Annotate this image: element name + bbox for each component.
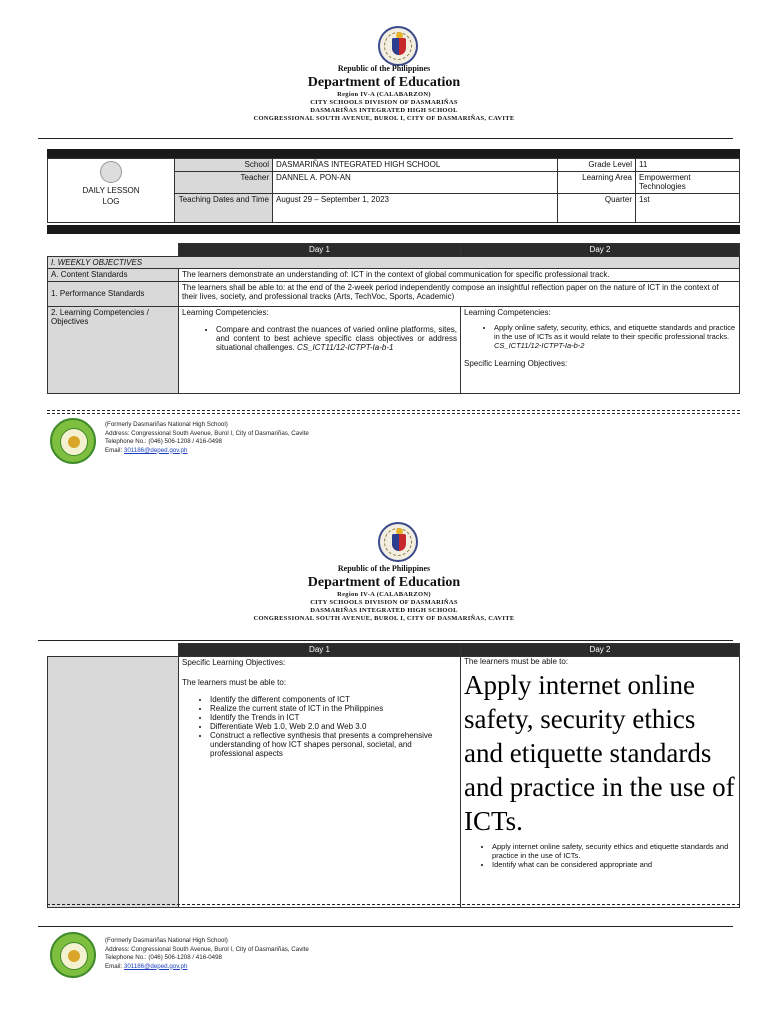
school-text-page2: DASMARIÑAS INTEGRATED HIGH SCHOOL	[310, 607, 458, 614]
lesson-table-page1	[47, 243, 740, 394]
grade-value: 11	[636, 159, 740, 172]
footer-phone-page2: Telephone No.: (046) 506-1208 / 416-0498	[105, 954, 222, 961]
performance-standards-text: The learners shall be able to: at the end of the 2-week period independently compose an insightful reflection paper on the nature of ICT in the context of their lives, society, and professional tracks (Arts, TechVoc, Sports, Academic)	[179, 281, 740, 306]
page2-header	[0, 564, 768, 623]
grade-label: Grade Level	[558, 159, 636, 172]
school-label: School	[175, 159, 273, 172]
school-logo-icon-page2	[50, 932, 96, 978]
footer-email-label-page2: Email:	[105, 962, 124, 970]
day2-item: • Apply internet online safety, security ethics and etiquette standards and practice in the use of ICTs.	[492, 842, 736, 860]
area-label: Learning Area	[558, 171, 636, 193]
footer-formerly: (Formerly Dasmariñas National High School)	[105, 421, 228, 428]
republic-text: Republic of the Philippines	[337, 64, 431, 73]
footer-formerly-page2: (Formerly Dasmariñas National High School)	[105, 937, 228, 944]
footer-page2	[105, 937, 309, 971]
area-value: Empowerment Technologies	[636, 171, 740, 193]
slo-day1	[179, 656, 461, 907]
dates-label: Teaching Dates and Time	[175, 193, 273, 222]
info-table	[47, 158, 740, 223]
footer-email-label: Email:	[105, 446, 124, 454]
footer-divider-page2	[38, 926, 733, 927]
page1-cut-line-2	[47, 413, 740, 414]
school-text: DASMARIÑAS INTEGRATED HIGH SCHOOL	[310, 107, 458, 114]
footer-email-link-page2[interactable]: 301186@deped.gov.ph	[123, 962, 188, 970]
competency-day2-item: • Apply online safety, security, ethics, and etiquette standards and practice in the use of ICTs as it would relate to their specific professional tracks. CS_ICT11/12-ICTPT-Ia-b-2	[494, 323, 736, 350]
footer-address-page2: Address: Congressional South Avenue, Burol I, City of Dasmariñas, Cavite	[105, 945, 309, 953]
day1-header: Day 1	[179, 244, 461, 257]
footer-page1	[105, 421, 309, 455]
deped-seal	[378, 26, 418, 66]
header-divider-page2	[38, 640, 733, 641]
page-header	[0, 64, 768, 123]
republic-text-page2: Republic of the Philippines	[337, 564, 431, 573]
content-standards-text: The learners demonstrate an understanding of: ICT in the context of global communication for specific professional track.	[179, 269, 740, 282]
teacher-label: Teacher	[175, 171, 273, 193]
competency-day1-item: • Compare and contrast the nuances of varied online platforms, sites, and content to best achieve specific class objectives or address situational challenges. CS_ICT11/12-ICTPT-Ia-b-1	[216, 325, 457, 352]
day2-header: Day 2	[461, 244, 740, 257]
slo-day2-list	[464, 842, 736, 869]
dates-value: August 29 – September 1, 2023	[273, 193, 558, 222]
info-bottom-bar	[47, 225, 740, 234]
division-text-page2: CITY SCHOOLS DIVISION OF DASMARIÑAS	[310, 599, 458, 606]
teacher-value: DANNEL A. PON-AN	[273, 171, 558, 193]
slo-day2-large-text: Apply internet online safety, security ethics and etiquette standards and practice in the use of ICTs.	[464, 670, 735, 836]
day2-item: • Identify what can be considered appropriate and	[492, 860, 736, 869]
slo-day2-must: The learners must be able to:	[464, 656, 569, 666]
day2-header-page2: Day 2	[461, 644, 740, 657]
address-text: CONGRESSIONAL SOUTH AVENUE, BUROL I, CITY OF DASMARIÑAS, CAVITE	[253, 115, 515, 122]
page2-label-cell	[48, 656, 179, 907]
quarter-label: Quarter	[558, 193, 636, 222]
slo-day2	[461, 656, 740, 907]
page2-cut-line	[47, 904, 740, 905]
page1-cut-line	[47, 410, 740, 411]
dll-title-cell	[48, 159, 175, 223]
slo-day1-list	[182, 695, 457, 758]
competencies-day1-heading: Learning Competencies:	[182, 307, 269, 317]
competency-day2-code: CS_ICT11/12-ICTPT-Ia-b-2	[494, 341, 585, 350]
performance-standards-label: 1. Performance Standards	[48, 281, 179, 306]
dll-title-line2: LOG	[102, 197, 120, 207]
dll-title-line1: DAILY LESSON	[82, 185, 140, 195]
school-logo-icon	[50, 418, 96, 464]
footer-phone: Telephone No.: (046) 506-1208 / 416-0498	[105, 438, 222, 445]
quarter-value: 1st	[636, 193, 740, 222]
header-divider	[38, 138, 733, 139]
slo-day2-heading: Specific Learning Objectives:	[464, 359, 568, 368]
info-top-bar	[47, 149, 740, 158]
objective-item: • Differentiate Web 1.0, Web 2.0 and Web 3.0	[210, 722, 457, 731]
weekly-objectives-heading: I. WEEKLY OBJECTIVES	[48, 256, 740, 269]
address-text-page2: CONGRESSIONAL SOUTH AVENUE, BUROL I, CITY OF DASMARIÑAS, CAVITE	[253, 615, 515, 622]
division-text: CITY SCHOOLS DIVISION OF DASMARIÑAS	[310, 99, 458, 106]
department-title: Department of Education	[307, 75, 461, 90]
region-text: Region IV-A (CALABARZON)	[337, 91, 431, 98]
objective-item: • Identify the Trends in ICT	[210, 713, 457, 722]
objective-item: • Identify the different components of ICT	[210, 695, 457, 704]
lesson-table-page2	[47, 643, 740, 908]
objective-item: • Construct a reflective synthesis that presents a comprehensive understanding of how ICT shapes personal, societal, and professional aspects	[210, 731, 457, 758]
footer-email-link[interactable]: 301186@deped.gov.ph	[123, 446, 188, 454]
competencies-label: 2. Learning Competencies / Objectives	[48, 306, 179, 393]
competencies-day2-heading: Learning Competencies:	[464, 307, 551, 317]
competency-day1-code: CS_ICT11/12-ICTPT-Ia-b-1	[296, 343, 394, 352]
competencies-day2	[461, 306, 740, 393]
footer-address: Address: Congressional South Avenue, Burol I, City of Dasmariñas, Cavite	[105, 429, 309, 437]
slo-day1-heading: Specific Learning Objectives:	[182, 657, 286, 667]
day1-header-page2: Day 1	[179, 644, 461, 657]
slo-day1-must: The learners must be able to:	[182, 678, 287, 687]
content-standards-label: A. Content Standards	[48, 269, 179, 282]
objective-item: • Realize the current state of ICT in the Philippines	[210, 704, 457, 713]
school-value: DASMARIÑAS INTEGRATED HIGH SCHOOL	[273, 159, 558, 172]
deped-seal-page2	[378, 522, 418, 562]
region-text-page2: Region IV-A (CALABARZON)	[337, 591, 431, 598]
department-title-page2: Department of Education	[307, 575, 461, 590]
competencies-day1	[179, 306, 461, 393]
